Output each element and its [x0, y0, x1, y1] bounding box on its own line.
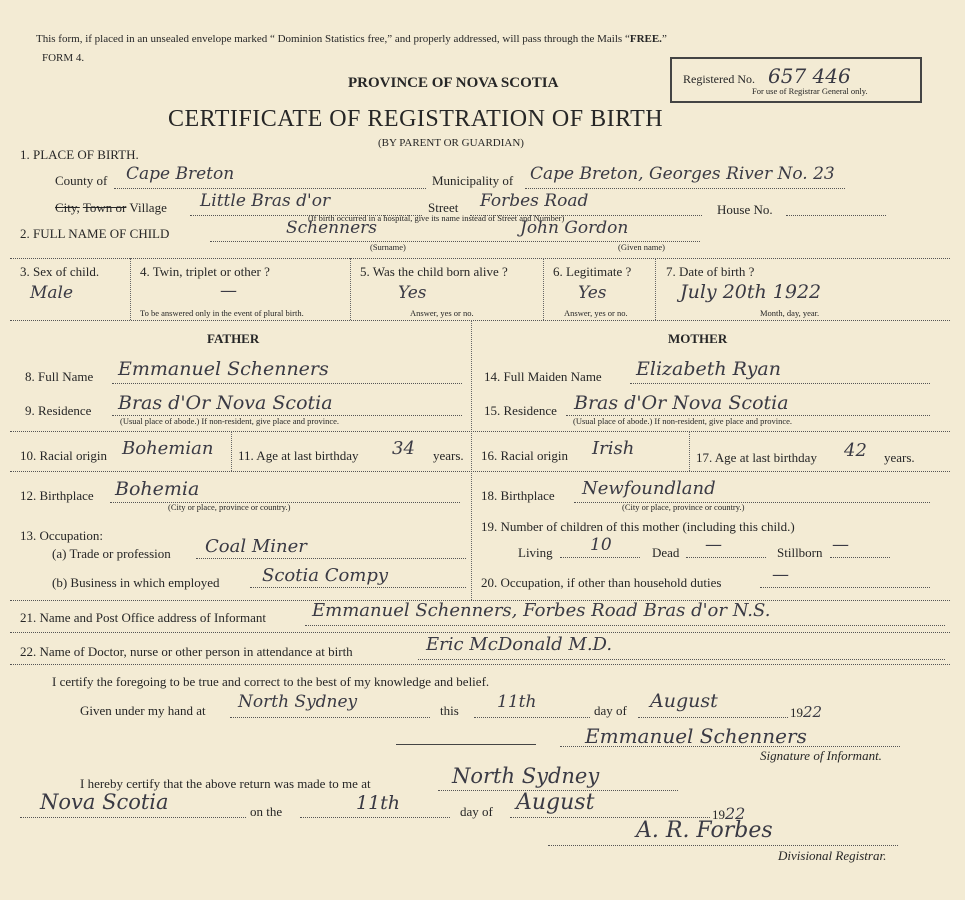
mother-years: years.: [884, 450, 915, 465]
business-label: (b) Business in which employed: [52, 575, 220, 590]
house-label: House No.: [717, 202, 773, 217]
father-race-label: 10. Racial origin: [20, 448, 108, 463]
registrar-day-of: day of: [460, 804, 493, 819]
province-heading: PROVINCE OF NOVA SCOTIA: [348, 75, 559, 91]
certify-day-of: day of: [594, 703, 627, 718]
registrar-signature: A. R. Forbes: [636, 818, 773, 843]
mother-race-label: 16. Racial origin: [481, 448, 569, 463]
dob-value: July 20th 1922: [680, 281, 822, 303]
mother-residence-label: 15. Residence: [484, 403, 557, 418]
twin-label: 4. Twin, triplet or other ?: [140, 264, 270, 279]
mother-age-label: 17. Age at last birthday: [696, 450, 817, 465]
living-value: 10: [590, 535, 612, 555]
dead-label: Dead: [652, 545, 680, 560]
stillborn-label: Stillborn: [777, 545, 823, 560]
page-subtitle: (BY PARENT OR GUARDIAN): [378, 137, 524, 149]
business-value: Scotia Compy: [262, 565, 389, 586]
father-residence-value: Bras d'Or Nova Scotia: [118, 392, 333, 414]
informant-value: Emmanuel Schenners, Forbes Road Bras d'or N.S.: [312, 600, 771, 621]
registrar-year: 1922: [712, 804, 746, 823]
registered-label: Registered No.: [683, 72, 755, 86]
legitimate-label: 6. Legitimate ?: [553, 264, 632, 279]
father-years: years.: [433, 448, 464, 463]
county-value: Cape Breton: [126, 164, 235, 184]
father-residence-label: 9. Residence: [25, 403, 92, 418]
father-birthplace-label: 12. Birthplace: [20, 488, 94, 503]
father-birthplace-value: Bohemia: [115, 478, 200, 500]
form-number: FORM 4.: [42, 52, 85, 64]
mother-occupation-value: —: [772, 565, 789, 585]
hospital-note: (If birth occurred in a hospital, give its name instead of Street and Number): [308, 213, 565, 223]
father-age-label: 11. Age at last birthday: [238, 448, 359, 463]
registrar-place-2: Nova Scotia: [40, 790, 169, 814]
alive-note: Answer, yes or no.: [410, 308, 474, 318]
sex-label: 3. Sex of child.: [20, 264, 100, 279]
alive-label: 5. Was the child born alive ?: [360, 264, 508, 279]
place-heading: 1. PLACE OF BIRTH.: [20, 147, 139, 162]
trade-label: (a) Trade or profession: [52, 546, 171, 561]
certify-month-value: August: [650, 690, 718, 712]
certify-day-value: 11th: [497, 692, 537, 712]
county-label: County of: [55, 173, 108, 188]
given-caption: (Given name): [618, 242, 665, 252]
child-name-label: 2. FULL NAME OF CHILD: [20, 226, 170, 241]
certify-statement: I certify the foregoing to be true and correct to the best of my knowledge and belief.: [52, 674, 490, 689]
registrar-place: North Sydney: [452, 764, 600, 788]
father-race-value: Bohemian: [122, 438, 214, 459]
mother-name-label: 14. Full Maiden Name: [484, 369, 602, 384]
certify-year: 1922: [790, 703, 823, 721]
legitimate-note: Answer, yes or no.: [564, 308, 628, 318]
mother-birthplace-value: Newfoundland: [582, 478, 716, 499]
dob-note: Month, day, year.: [760, 308, 820, 318]
municipality-label: Municipality of: [432, 173, 514, 188]
child-given-name: John Gordon: [520, 218, 629, 238]
given-place-value: North Sydney: [238, 692, 358, 712]
municipality-value: Cape Breton, Georges River No. 23: [530, 164, 835, 184]
father-name-label: 8. Full Name: [25, 369, 94, 384]
registered-number: 657 446: [768, 64, 851, 88]
mother-birthplace-note: (City or place, province or country.): [622, 502, 745, 512]
father-birthplace-note: (City or place, province or country.): [168, 502, 291, 512]
mother-heading: MOTHER: [668, 331, 728, 346]
child-surname: Schenners: [286, 218, 377, 238]
surname-caption: (Surname): [370, 242, 406, 252]
registrar-caption: Divisional Registrar.: [778, 848, 887, 863]
mother-birthplace-label: 18. Birthplace: [481, 488, 555, 503]
registrar-day-value: 11th: [356, 792, 401, 814]
stillborn-value: —: [832, 535, 849, 555]
registrar-use-note: For use of Registrar General only.: [752, 86, 868, 96]
children-label: 19. Number of children of this mother (including this child.): [481, 519, 795, 534]
trade-value: Coal Miner: [205, 536, 307, 557]
father-heading: FATHER: [207, 331, 260, 346]
father-name-value: Emmanuel Schenners: [118, 358, 329, 380]
given-under-label: Given under my hand at: [80, 703, 206, 718]
doctor-label: 22. Name of Doctor, nurse or other person in attendance at birth: [20, 644, 353, 659]
twin-value: —: [220, 281, 237, 301]
street-value: Forbes Road: [480, 191, 589, 211]
sex-value: Male: [30, 283, 74, 303]
this-label: this: [440, 703, 459, 718]
mother-race-value: Irish: [592, 438, 635, 459]
mother-occupation-label: 20. Occupation, if other than household duties: [481, 575, 722, 590]
informant-label: 21. Name and Post Office address of Informant: [20, 610, 266, 625]
mother-residence-value: Bras d'Or Nova Scotia: [574, 392, 789, 414]
mother-residence-note: (Usual place of abode.) If non-resident, give place and province.: [573, 416, 793, 426]
street-label: Street: [428, 200, 459, 215]
living-label: Living: [518, 545, 553, 560]
registrar-month-value: August: [516, 790, 595, 815]
father-residence-note: (Usual place of abode.) If non-resident, give place and province.: [120, 416, 340, 426]
village-label: City, Town or Village: [55, 200, 167, 215]
doctor-value: Eric McDonald M.D.: [426, 634, 613, 655]
mail-notice: This form, if placed in an unsealed envelope marked “ Dominion Statistics free,” and properly addressed, will pass through the Mails “FREE.”: [36, 33, 667, 45]
informant-signature-caption: Signature of Informant.: [760, 748, 882, 763]
twin-note: To be answered only in the event of plural birth.: [140, 308, 304, 318]
alive-value: Yes: [398, 283, 427, 303]
legitimate-value: Yes: [578, 283, 607, 303]
page-title: CERTIFICATE OF REGISTRATION OF BIRTH: [168, 106, 664, 132]
registrar-statement: I hereby certify that the above return was made to me at: [80, 776, 371, 791]
dob-label: 7. Date of birth ?: [666, 264, 755, 279]
mother-age-value: 42: [844, 440, 867, 461]
father-age-value: 34: [392, 438, 415, 459]
dead-value: —: [705, 535, 722, 555]
village-value: Little Bras d'or: [200, 191, 331, 211]
mother-name-value: Elizabeth Ryan: [636, 358, 781, 380]
occupation-heading: 13. Occupation:: [20, 528, 104, 543]
registrar-on-the: on the: [250, 804, 283, 819]
informant-signature: Emmanuel Schenners: [585, 724, 807, 748]
